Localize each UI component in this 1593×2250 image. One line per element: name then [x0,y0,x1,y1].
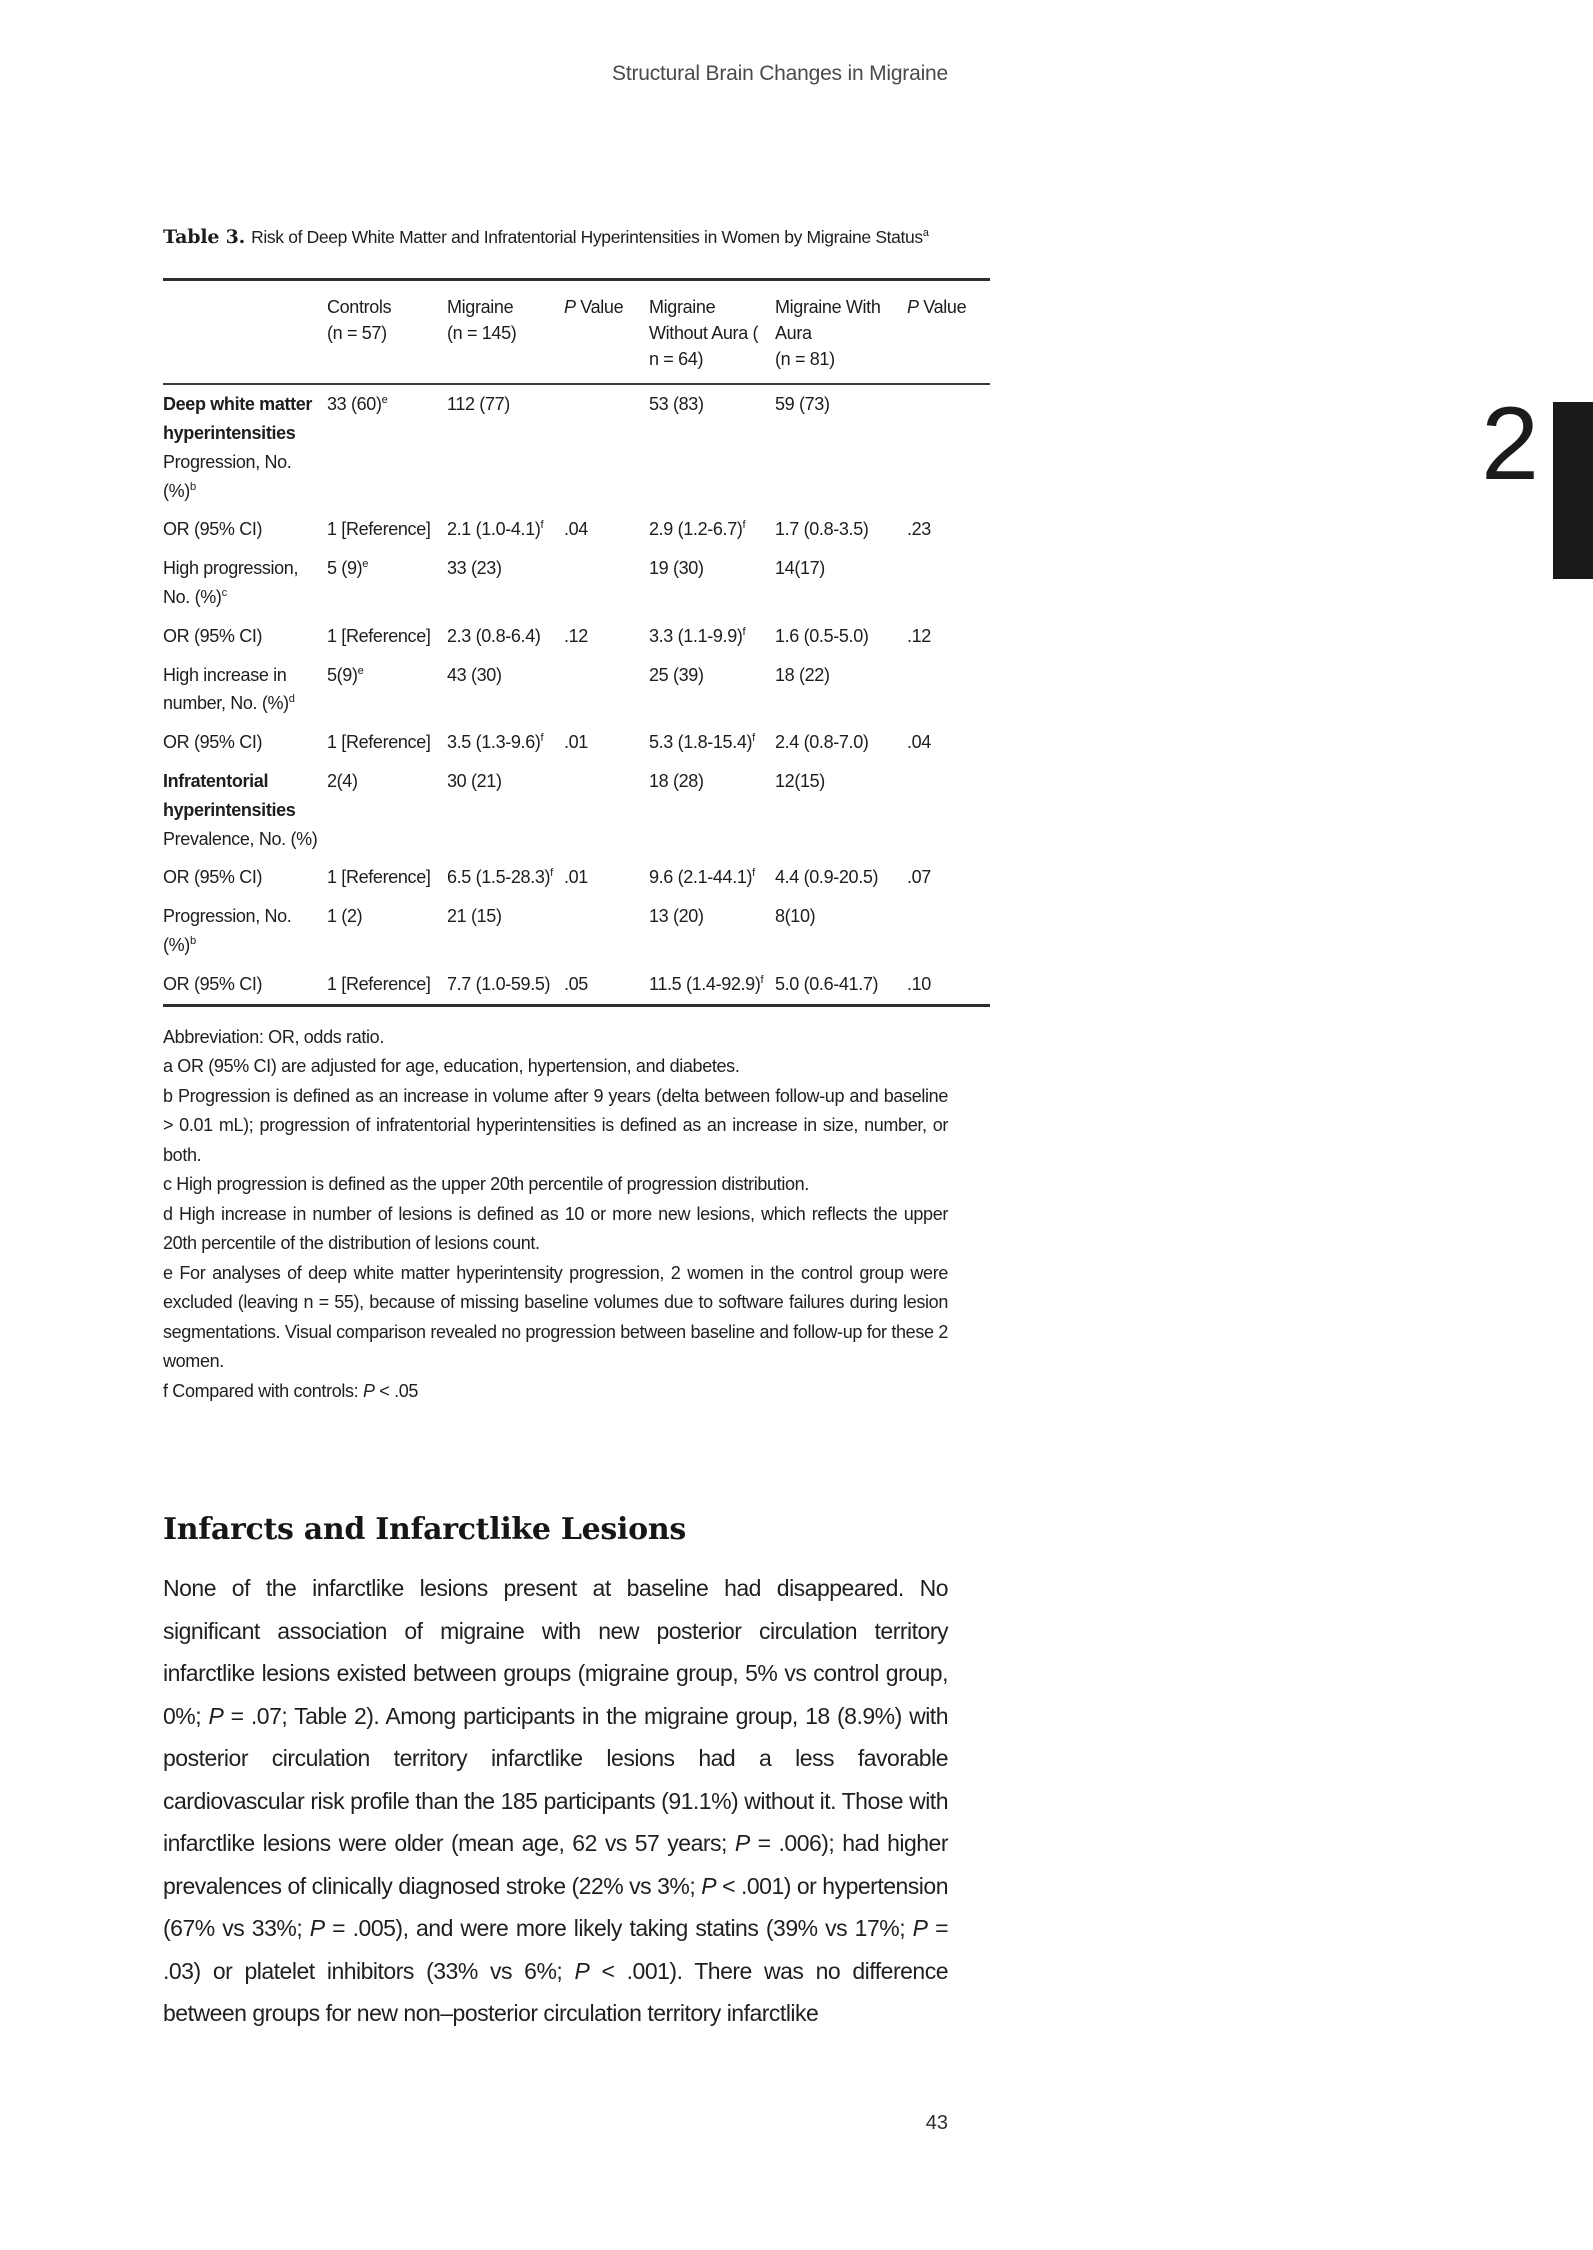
table3-row-8-label: Progression, No. (%)$^b$ [163,906,292,956]
table3-row-3 [163,617,990,656]
table3-row-5-cell-3: 5.3 $(1.8-15.4)^f$ [649,732,755,753]
table3-row-9-label: OR (95% CI) [163,973,263,994]
table3-row-4-cell-4: 18 (22) [775,664,830,685]
table3-row-0-cell-1: 112 (77) [447,394,510,415]
table3-row-2-cell-1: 33 (23) [447,558,502,579]
table3-column-header-0 [163,280,327,385]
table3-row-5-cell-5: .04 [907,732,931,753]
table3-row-0-label: Deep white matter hyperintensities Progression, No. (%)$^b$ [163,394,313,501]
table3-row-1-cell-3: 2.9 $(1.2-6.7)^f$ [649,519,746,540]
table3-row-8-cell-0: 1 (2) [327,906,363,927]
table3-row-0-cell-5 [907,384,990,510]
table3-row-5-cell-2: .01 [564,732,588,753]
table3-row-5-label: OR (95% CI) [163,732,263,753]
table3-row-2 [163,549,990,617]
table3-row-3-cell-4: 1.6 (0.5-5.0) [775,625,869,646]
table3-column-header-3: P Value [564,280,649,385]
table3-column-header-6: P Value [907,280,990,385]
table3-row-2-label: High progression, No. (%)$^c$ [163,558,299,608]
table3-row-6-cell-5 [907,762,990,858]
table3-row-1-cell-4: 1.7 (0.8-3.5) [775,519,869,540]
content-column [163,0,967,2250]
table3-row-7-cell-2: .01 [564,867,588,888]
table3-row-4-label: High increase in number, No. (%)$^d$ [163,664,295,714]
table3-row-7-cell-1: 6.5 $(1.5-28.3)^f$ [447,867,553,888]
table3-row-5 [163,723,990,762]
table3-row-4-cell-3: 25 (39) [649,664,704,685]
table3-footnote-0: Abbreviation: OR, odds ratio. [163,1026,384,1047]
infarcts-section [163,1512,948,2035]
table3-row-7-label: OR (95% CI) [163,867,263,888]
table3-row-6-cell-2 [564,762,649,858]
table3-row-9-cell-1: 7.7 (1.0-59.5) [447,973,551,994]
table3-footnote-3: c High progression is defined as the upper 20th percentile of progression distribution. [163,1174,809,1195]
table3-footnote-1: a OR (95% CI) are adjusted for age, education, hypertension, and diabetes. [163,1056,740,1077]
chapter-number: 2 [1481,386,1539,502]
table3-head [163,280,990,385]
table3-row-6-cell-4: 12(15) [775,771,825,792]
table3-row-6-cell-3: 18 (28) [649,771,704,792]
table3-row-3-cell-1: 2.3 (0.8-6.4) [447,625,541,646]
table3-row-3-cell-0: 1 [Reference] [327,625,431,646]
table3-row-5-cell-1: 3.5 $(1.3-9.6)^f$ [447,732,544,753]
table3-footnote-2: b Progression is defined as an increase in volume after 9 years (delta between follow-up and baseline > 0.01 mL); progression of infratentorial hyperintensities is defined as an increase in size, number, or both. [163,1085,948,1165]
table3-footnote-6: f Compared with controls: P < .05 [163,1380,419,1401]
table3-row-3-cell-5: .12 [907,625,931,646]
table3-row-5-cell-4: 2.4 (0.8-7.0) [775,732,869,753]
table3-row-9 [163,965,990,1005]
table3-row-8 [163,897,990,965]
table-caption [163,226,929,248]
table3-row-1-cell-5: .23 [907,519,931,540]
table3-row-8-cell-4: 8(10) [775,906,816,927]
table3-row-6 [163,762,990,858]
table-caption-label: Table 3. [163,226,246,248]
table3-column-header-1: Controls (n = 57) [327,280,447,385]
table3-row-2-cell-2 [564,549,649,617]
table3-row-9-cell-4: 5.0 (0.6-41.7) [775,973,879,994]
table3-row-8-cell-3: 13 (20) [649,906,704,927]
table3-row-0 [163,384,990,510]
table3-row-7 [163,858,990,897]
table3-row-1-cell-1: 2.1 $(1.0-4.1)^f$ [447,519,544,540]
table3-row-8-cell-5 [907,897,990,965]
table3-row-3-cell-3: 3.3 $(1.1-9.9)^f$ [649,625,746,646]
table-caption-text: Risk of Deep White Matter and Infratentorial Hyperintensities in Women by Migraine Status [251,227,923,247]
table3-row-7-cell-5: .07 [907,867,931,888]
table3-row-9-cell-5: .10 [907,973,931,994]
table3-body [163,384,990,1005]
section-paragraph: None of the infarctlike lesions present at baseline had disappeared. No significant association of migraine with new posterior circulation territory infarctlike lesions existed between groups (migraine group, 5% vs control group, 0%; P = .07; Table 2). Among participants in the migraine group, 18 (8.9%) with posterior circulation territory infarctlike lesions had a less favorable cardiovascular risk profile than the 185 participants (91.1%) without it. Those with infarctlike lesions were older (mean age, 62 vs 57 years; P = .006); had higher prevalences of clinically diagnosed stroke (22% vs 3%; P < .001) or hypertension (67% vs 33%; P = .005), and were more likely taking statins (39% vs 17%; P = .03) or platelet inhibitors (33% vs 6%; P < .001). There was no difference between groups for new non–posterior circulation territory infarctlike [163,1575,949,2027]
table3-row-6-label: Infratentorial hyperintensities Prevalence, No. (%) [163,771,318,849]
table3-row-0-cell-2 [564,384,649,510]
page-number: 43 [925,2112,948,2134]
table3-row-8-cell-1: 21 (15) [447,906,502,927]
table3-row-4-cell-5 [907,656,990,724]
table3-row-1-cell-0: 1 [Reference] [327,519,431,540]
chapter-tab-bar [1553,402,1593,579]
running-header: Structural Brain Changes in Migraine [612,62,948,85]
table3-footnote-4: d High increase in number of lesions is defined as 10 or more new lesions, which reflects the upper 20th percentile of the distribution of lesions count. [163,1203,948,1254]
table3-row-0-cell-4: 59 (73) [775,394,830,415]
table3-row-7-cell-3: 9.6 $(2.1-44.1)^f$ [649,867,755,888]
table3-row-3-label: OR (95% CI) [163,625,263,646]
table3 [163,278,990,1007]
table3-row-4-cell-0: $5(9)^e$ [327,664,364,685]
table3-row-2-cell-3: 19 (30) [649,558,704,579]
table3-row-1 [163,510,990,549]
table3-row-6-cell-1: 30 (21) [447,771,502,792]
table3-row-8-cell-2 [564,897,649,965]
table3-row-4-cell-2 [564,656,649,724]
table3-row-2-cell-5 [907,549,990,617]
table3-column-header-5: Migraine With Aura (n = 81) [775,280,907,385]
table3-footnotes [163,1023,948,1407]
section-heading: Infarcts and Infarctlike Lesions [163,1512,686,1547]
table3-row-3-cell-2: .12 [564,625,588,646]
table3-block [163,278,967,1406]
table3-row-1-label: OR (95% CI) [163,519,263,540]
table3-row-4 [163,656,990,724]
table3-column-header-2: Migraine (n = 145) [447,280,564,385]
table3-footnote-5: e For analyses of deep white matter hyperintensity progression, 2 women in the control group were excluded (leaving n = 55), because of missing baseline volumes due to software failures during lesion segmentations. Visual comparison revealed no progression between baseline and follow-up for these 2 women. [163,1262,948,1372]
table3-row-9-cell-0: 1 [Reference] [327,973,431,994]
table3-row-9-cell-2: .05 [564,973,588,994]
table3-row-2-cell-4: 14(17) [775,558,825,579]
table3-row-6-cell-0: 2(4) [327,771,358,792]
table3-row-9-cell-3: 11.5 $(1.4-92.9)^f$ [649,973,764,994]
table3-row-0-cell-3: 53 (83) [649,394,704,415]
table3-row-2-cell-0: 5 $(9)^e$ [327,558,369,579]
table3-row-7-cell-0: 1 [Reference] [327,867,431,888]
table3-header-row [163,280,990,385]
table3-column-header-4: Migraine Without Aura ( n = 64) [649,280,775,385]
table-caption-footnote-marker: a [922,227,929,240]
table3-row-1-cell-2: .04 [564,519,588,540]
table3-row-7-cell-4: 4.4 (0.9-20.5) [775,867,879,888]
table3-row-0-cell-0: 33 $(60)^e$ [327,394,388,415]
table3-row-4-cell-1: 43 (30) [447,664,502,685]
table3-row-5-cell-0: 1 [Reference] [327,732,431,753]
